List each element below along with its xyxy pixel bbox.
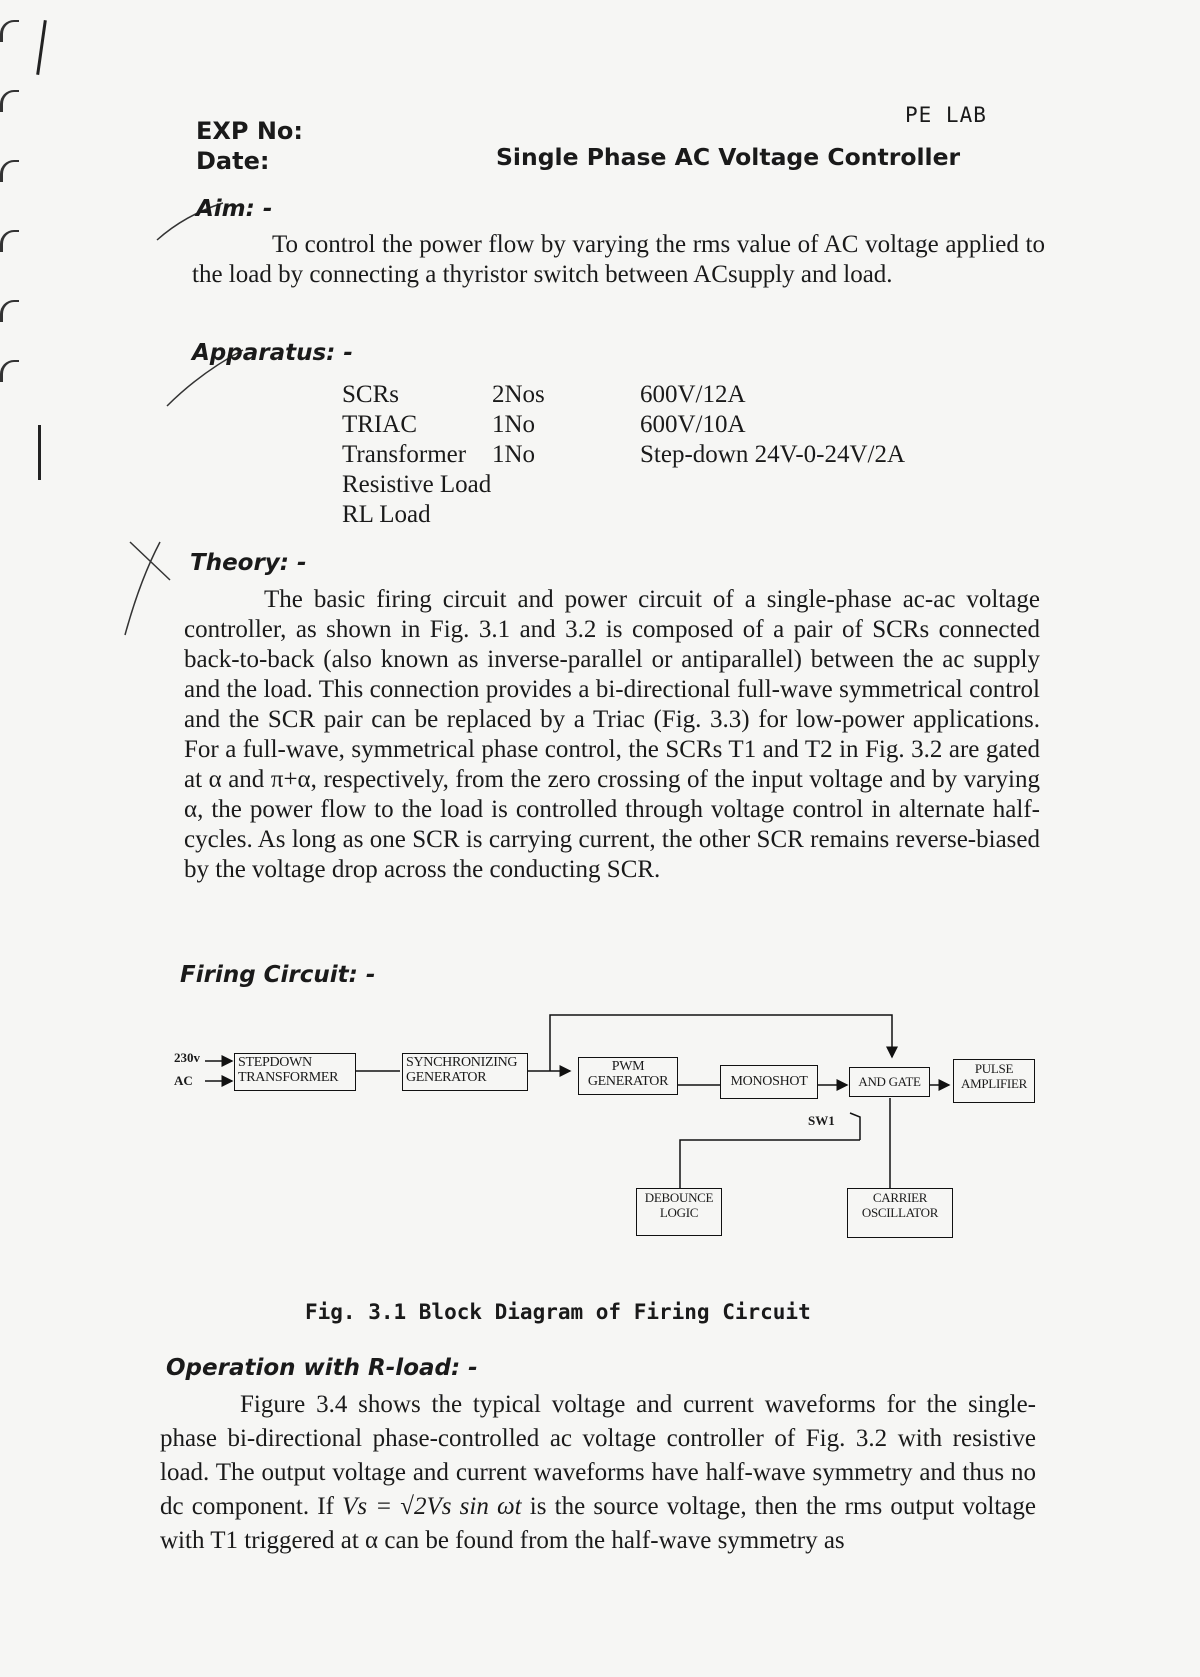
- apparatus-qty: 2Nos: [492, 381, 545, 408]
- apparatus-name: Resistive Load: [342, 471, 492, 498]
- apparatus-item: [342, 470, 905, 500]
- firing-block-diagram: [170, 1005, 1050, 1250]
- apparatus-item: [342, 500, 905, 530]
- operation-heading: Operation with R-load: -: [166, 1355, 478, 1381]
- apparatus-item: [342, 440, 905, 470]
- exp-no-label: EXP No:: [196, 117, 304, 145]
- input-ac-label: AC: [174, 1073, 193, 1088]
- margin-line-middle: [38, 425, 41, 480]
- apparatus-name: RL Load: [342, 501, 431, 528]
- apparatus-list: [342, 380, 905, 530]
- margin-line-top: [36, 20, 47, 75]
- apparatus-rating: 600V/12A: [640, 381, 746, 408]
- aim-heading: Aim: -: [196, 196, 273, 222]
- operation-paragraph: [160, 1388, 1036, 1558]
- cross-mark-theory: [120, 540, 180, 640]
- apparatus-item: [342, 380, 905, 410]
- apparatus-rating: 600V/10A: [640, 411, 746, 438]
- carrier-oscillator-block: CARRIER OSCILLATOR: [847, 1188, 953, 1238]
- binder-holes: [0, 20, 22, 380]
- apparatus-name: Transformer: [342, 441, 467, 468]
- switch-label: SW1: [808, 1113, 835, 1128]
- debounce-logic-block: DEBOUNCE LOGIC: [636, 1188, 722, 1236]
- operation-text-after: is the source voltage, then the rms output voltage with T1 triggered at α can be found from the half-wave symmetry as: [160, 1493, 1036, 1554]
- pwm-generator-block: PWM GENERATOR: [578, 1057, 678, 1095]
- synchronizing-generator-block: SYNCHRONIZING GENERATOR: [402, 1053, 528, 1091]
- apparatus-qty: 1No: [492, 441, 536, 468]
- lab-label: PE LAB: [905, 103, 987, 127]
- exp-date-block: [196, 116, 303, 176]
- apparatus-heading: Apparatus: -: [192, 340, 353, 366]
- apparatus-name: TRIAC: [342, 411, 417, 438]
- source-voltage-formula: Vs = √2Vs sin ωt: [342, 1493, 522, 1520]
- apparatus-qty: 1No: [492, 411, 536, 438]
- figure-caption: Fig. 3.1 Block Diagram of Firing Circuit: [305, 1300, 811, 1324]
- apparatus-qty: [492, 470, 640, 500]
- monoshot-block: MONOSHOT: [720, 1065, 818, 1099]
- pulse-amplifier-block: PULSE AMPLIFIER: [953, 1059, 1035, 1103]
- apparatus-item: [342, 410, 905, 440]
- theory-heading: Theory: -: [190, 550, 307, 576]
- input-voltage-label: 230v: [174, 1050, 200, 1065]
- apparatus-rating: Step-down 24V-0-24V/2A: [640, 441, 906, 468]
- and-gate-block: AND GATE: [849, 1067, 930, 1097]
- date-label: Date:: [196, 147, 270, 175]
- operation-text-before: Figure 3.4 shows the typical voltage and current waveforms for the single-phase bi-directional phase-controlled ac voltage controller of Fig. 3.2 with resistive load. The output voltage and current waveforms have half-wave symmetry and thus no dc component. If: [160, 1391, 1036, 1520]
- aim-paragraph: To control the power flow by varying the rms value of AC voltage applied to the load by connecting a thyristor switch between ACsupply and load.: [192, 231, 1045, 288]
- firing-heading: Firing Circuit: -: [180, 962, 376, 988]
- document-title: Single Phase AC Voltage Controller: [496, 143, 961, 171]
- aim-text: [192, 230, 1045, 290]
- theory-text: [184, 585, 1040, 885]
- apparatus-name: SCRs: [342, 381, 399, 408]
- operation-text: [160, 1388, 1036, 1558]
- stepdown-transformer-block: STEPDOWN TRANSFORMER: [234, 1053, 356, 1091]
- apparatus-qty: [492, 500, 640, 530]
- theory-paragraph: The basic firing circuit and power circuit of a single-phase ac-ac voltage controller, as shown in Fig. 3.1 and 3.2 is composed of a pair of SCRs connected back-to-back (also known as inverse-parallel or antiparallel) between the ac supply and the load. This connection provides a bi-directional full-wave symmetrical control and the SCR pair can be replaced by a Triac (Fig. 3.3) for low-power applications. For a full-wave, symmetrical phase control, the SCRs T1 and T2 in Fig. 3.2 are gated at α and π+α, respectively, from the zero crossing of the input voltage and by varying α, the power flow to the load is controlled through voltage control in alternate half-cycles. As long as one SCR is carrying current, the other SCR remains reverse-biased by the voltage drop across the conducting SCR.: [184, 586, 1040, 883]
